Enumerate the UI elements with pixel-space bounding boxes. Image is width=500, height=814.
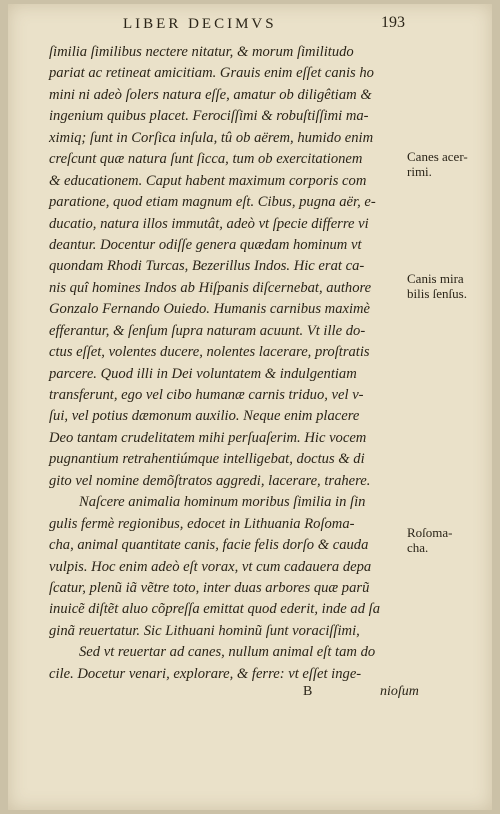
text-line: ginã reuertatur. Sic Lithuani hominũ ſunt voraciſſimi, (49, 622, 360, 639)
margin-note-line: bilis ſenſus. (407, 286, 467, 301)
text-line: ctus eſſet, volentes ducere, nolentes lacerare, proſtratis (49, 344, 370, 361)
text-line: Deo tantam crudelitatem mihi perſuaſerim. Hic vocem (49, 429, 367, 446)
text-line: creſcunt quæ natura ſunt ſicca, tum ob exercitationem (49, 151, 363, 168)
margin-note-line: Roſoma- (407, 525, 453, 540)
text-line: & educationem. Caput habent maximum corporis com (49, 172, 367, 189)
text-line: ſcatur, plenũ iã vẽtre toto, inter duas arbores quæ parũ (49, 579, 370, 596)
main-text-block (49, 42, 409, 685)
book-page (8, 4, 492, 810)
text-line: transferunt, ego vel cibo humanæ carnis triduo, vel v- (49, 387, 364, 403)
text-line: nis quî homines Indos ab Hiſpanis diſcernebat, authore (49, 279, 372, 296)
running-title: LIBER DECIMVS (123, 16, 277, 32)
text-line: ingenium quibus placet. Ferociſſimi & robuſtiſſimi ma- (49, 108, 369, 125)
text-line: quondam Rhodi Turcas, Bezerillus Indos. Hic erat ca- (49, 258, 365, 275)
catchword: nioſum (380, 684, 419, 699)
margin-note-line: cha. (407, 540, 429, 555)
text-line: mini ni adeò ſolers natura eſſe, amatur ob diligêtiam & (49, 86, 372, 103)
margin-note-sensus (407, 271, 497, 301)
signature-mark: B (303, 684, 313, 699)
text-line: inuicẽ diſtẽt aluo cõpreſſa emittat quod ederit, inde ad ſa (49, 601, 381, 618)
margin-note-rosomacha (407, 525, 497, 555)
paragraph-start-line: Sed vt reuertar ad canes, nullum animal eſt tam do (79, 644, 376, 661)
text-line: cha, animal quantitate canis, facie felis dorſo & cauda (49, 537, 369, 554)
text-line: pariat ac retineat amicitiam. Grauis enim eſſet canis ho (49, 65, 374, 82)
text-line: ximiq; ſunt in Corſica inſula, tû ob aërem, humido enim (49, 129, 374, 146)
text-line: efferantur, & ſenſum ſupra naturam acuunt. Vt ille do- (49, 322, 366, 339)
page-number: 193 (381, 14, 405, 31)
text-line: parcere. Quod illi in Dei voluntatem & indulgentiam (49, 365, 357, 382)
text-line: cile. Docetur venari, explorare, & ferre: vt eſſet inge- (49, 665, 362, 682)
text-line: paratione, quod etiam magnum eſt. Cibus, pugna aër, e- (49, 194, 376, 211)
text-line: Gonzalo Fernando Ouiedo. Humanis carnibus maximè (49, 301, 371, 318)
margin-note-line: Canis mira (407, 271, 464, 286)
text-line: ducatio, natura illos immutât, adeò vt ſpecie differre vi (49, 215, 369, 232)
text-line: gulis fermè regionibus, edocet in Lithuania Roſoma- (49, 515, 355, 532)
text-line: ſimilia ſimilibus nectere nitatur, & morum ſimilitudo (49, 44, 354, 60)
margin-note-canes (407, 149, 497, 179)
text-line: deantur. Docentur odiſſe genera quædam hominum vt (49, 236, 362, 253)
text-line: ſui, vel potius dæmonum auxilio. Neque enim placere (49, 408, 360, 425)
margin-note-line: rimi. (407, 164, 432, 179)
margin-note-line: Canes acer- (407, 149, 468, 164)
text-line: vulpis. Hoc enim adeò eſt vorax, vt cum cadauera depa (49, 558, 372, 575)
text-line: gito vel nomine demõſtratos aggredi, lacerare, trahere. (49, 472, 371, 489)
text-line: pugnantium retrahentiúmque intelligebat, doctus & di (49, 451, 365, 468)
paragraph-start-line: Naſcere animalia hominum moribus ſimilia in ſin (79, 494, 366, 511)
